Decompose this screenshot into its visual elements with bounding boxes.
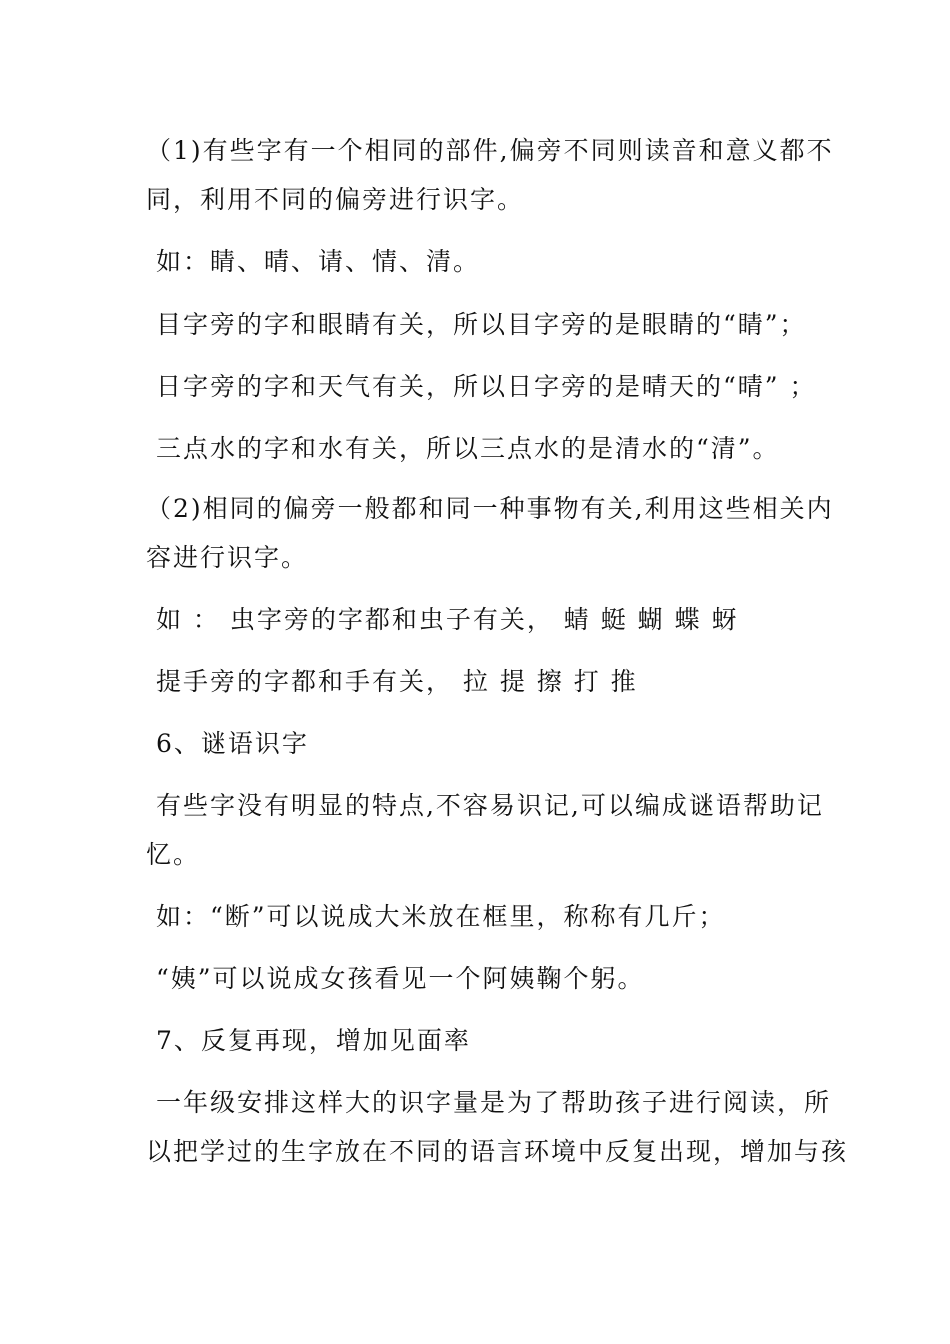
text-line: 忆。 — [146, 840, 201, 869]
text-line: 提手旁的字都和手有关， 拉 提 擦 打 推 — [146, 667, 638, 696]
section-heading: 6、谜语识字 — [146, 729, 309, 758]
text-line: 一年级安排这样大的识字量是为了帮助孩子进行阅读，所 — [146, 1088, 831, 1117]
text-line: 三点水的字和水有关，所以三点水的是清水的“清”。 — [146, 434, 780, 463]
text-line: 目字旁的字和眼睛有关，所以目字旁的是眼睛的“睛”； — [146, 310, 807, 339]
text-line: 日字旁的字和天气有关，所以日字旁的是晴天的“晴” ； — [146, 372, 817, 401]
text-line: 如：睛、晴、请、情、清。 — [146, 247, 480, 276]
text-line: （1)有些字有一个相同的部件,偏旁不同则读音和意义都不 — [146, 136, 834, 165]
text-line: 同，利用不同的偏旁进行识字。 — [146, 185, 525, 214]
text-line: “姨”可以说成女孩看见一个阿姨鞠个躬。 — [146, 964, 645, 993]
text-line: 以把学过的生字放在不同的语言环境中反复出现，增加与孩 — [146, 1137, 849, 1166]
text-line: 如 ： 虫字旁的字都和虫子有关， 蜻 蜓 蝴 蝶 蚜 — [146, 605, 739, 634]
text-line: （2)相同的偏旁一般都和同一种事物有关,利用这些相关内 — [146, 494, 834, 523]
text-line: 有些字没有明显的特点,不容易识记,可以编成谜语帮助记 — [146, 791, 824, 820]
text-line: 容进行识字。 — [146, 543, 309, 572]
section-heading: 7、反复再现，增加见面率 — [146, 1026, 471, 1055]
text-line: 如：“断”可以说成大米放在框里，称称有几斤； — [146, 902, 726, 931]
